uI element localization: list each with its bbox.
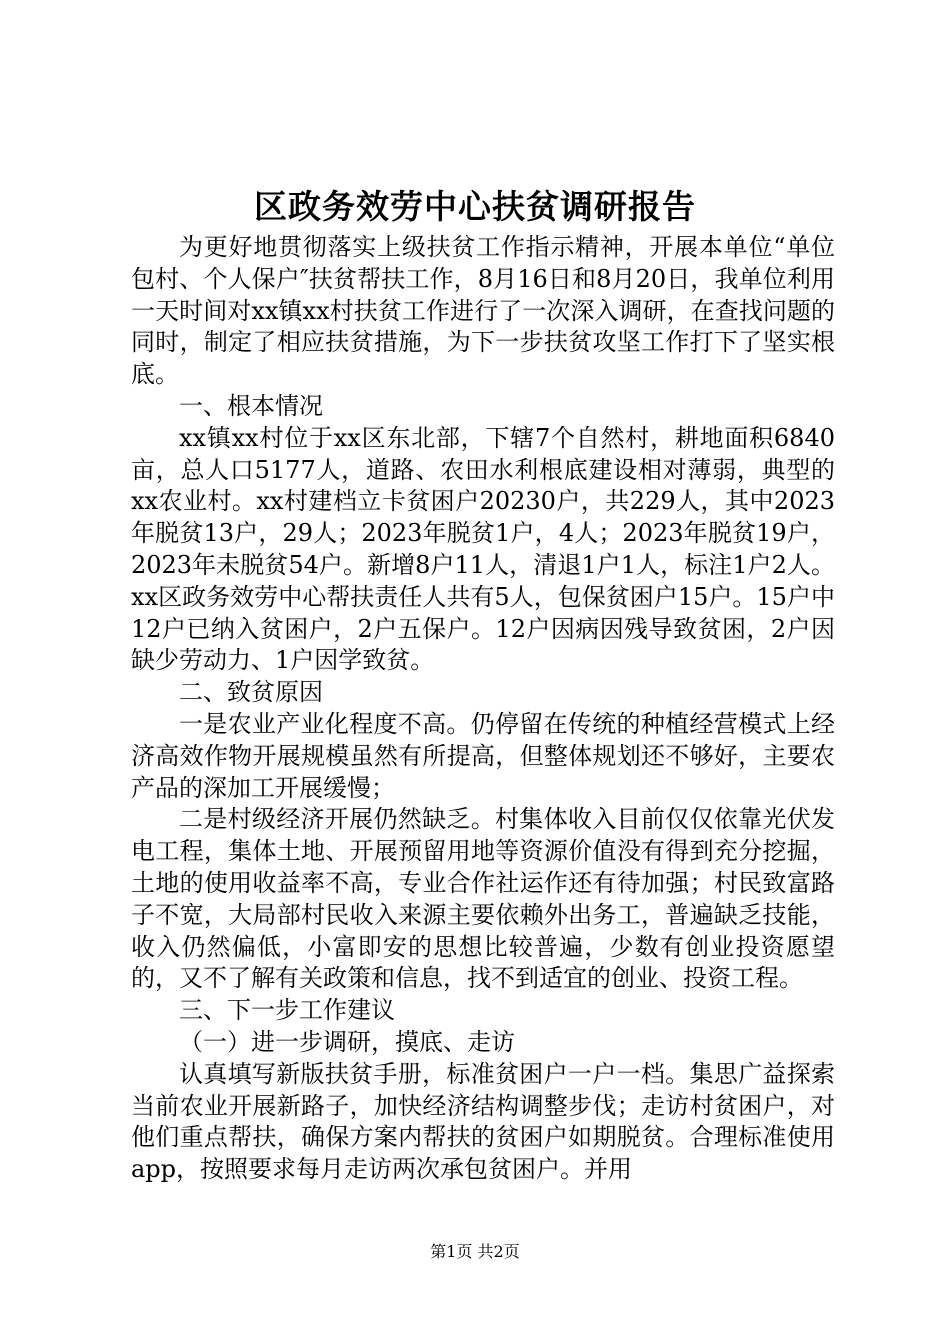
- section-heading-next-steps: 三、下一步工作建议: [179, 996, 395, 1025]
- section-heading-poverty-causes: 二、致贫原因: [179, 678, 323, 707]
- poverty-cause-paragraph-1: 一是农业产业化程度不高。仍停留在传统的种植经营模式上经济高效作物开展规模虽然有所提高，但整体规划还不够好，主要农产品的深加工开展缓慢；: [131, 709, 835, 802]
- poverty-cause-paragraph-2: 二是村级经济开展仍然缺乏。村集体收入目前仅仅依靠光伏发电工程，集体土地、开展预留用地等资源价值没有得到充分挖掘，土地的使用收益率不高，专业合作社运作还有待加强；村民致富路子不宽，大局部村民收入来源主要依赖外出务工，普遍缺乏技能，收入仍然偏低，小富即安的思想比较普遍，少数有创业投资愿望的，又不了解有关政策和信息，找不到适宜的创业、投资工程。: [131, 805, 835, 993]
- subsection-heading-survey: （一）进一步调研，摸底、走访: [179, 1027, 515, 1056]
- survey-paragraph: 认真填写新版扶贫手册，标准贫困户一户一档。集思广益探索当前农业开展新路子，加快经济结构调整步伐；走访村贫困户，对他们重点帮扶，确保方案内帮扶的贫困户如期脱贫。合理标准使用 app，按照要求每月走访两次承包贫困户。并用: [131, 1059, 867, 1184]
- basic-situation-paragraph: xx镇xx村位于xx区东北部，下辖7个自然村，耕地面积6840亩，总人口5177人，道路、农田水利根底建设相对薄弱，典型的xx农业村。xx村建档立卡贫困户20230户，共229人，其中2023年脱贫13户，29人；2023年脱贫1户，4人；2023年脱贫19户，2023年未脱贫54户。新增8户11人，清退1户1人，标注1户2人。xx区政务效劳中心帮扶责任人共有5人，包保贫困户15户。15户中12户已纳入贫困户，2户五保户。12户因病因残导致贫困，2户因缺少劳动力、1户因学致贫。: [131, 423, 835, 675]
- page-number-footer: 第1页 共2页: [430, 1242, 520, 1261]
- intro-paragraph: 为更好地贯彻落实上级扶贫工作指示精神，开展本单位“单位包村、个人保户″扶贫帮扶工作，8月16日和8月20日，我单位利用一天时间对xx镇xx村扶贫工作进行了一次深入调研，在查找问题的同时，制定了相应扶贫措施，为下一步扶贫攻坚工作打下了坚实根底。: [131, 233, 835, 389]
- document-body: [131, 232, 867, 1186]
- section-heading-basic-situation: 一、根本情况: [179, 391, 323, 420]
- document-title: 区政务效劳中心扶贫调研报告: [254, 187, 696, 226]
